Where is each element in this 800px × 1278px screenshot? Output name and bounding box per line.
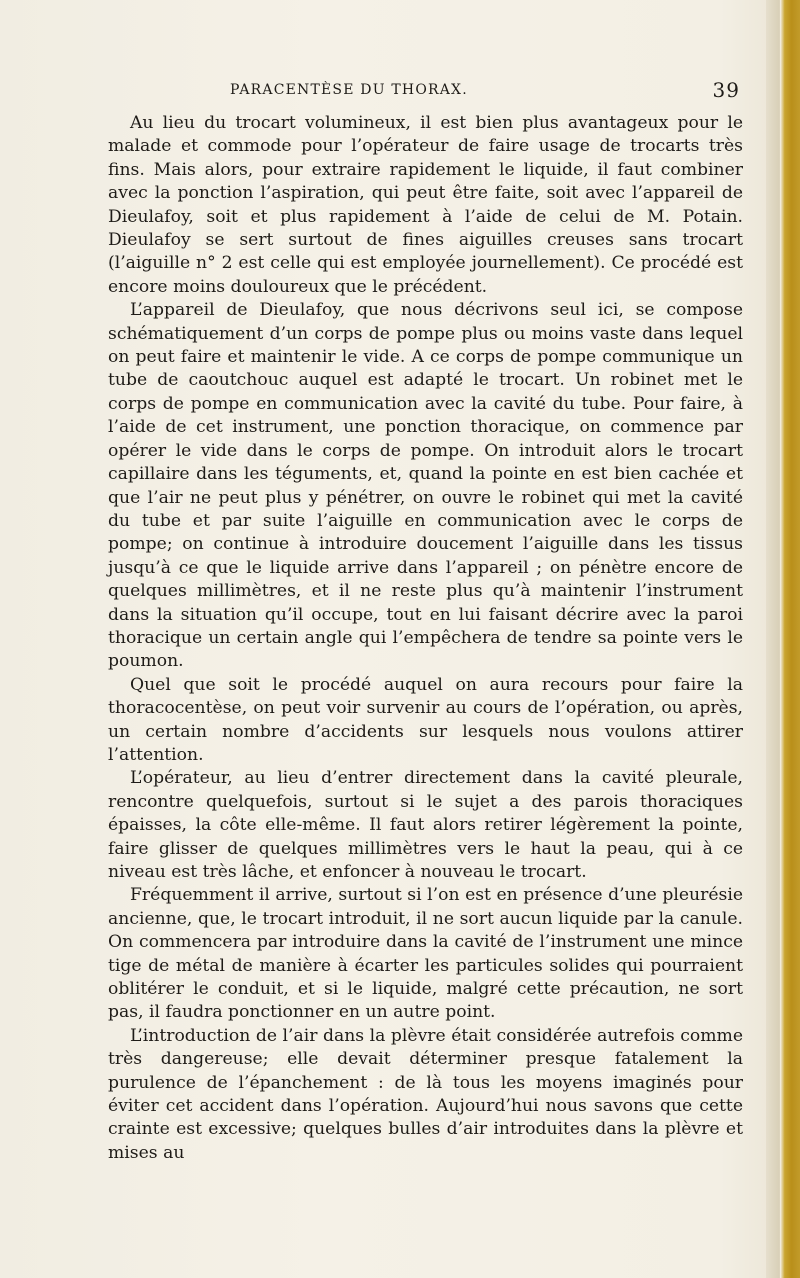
paragraph: Fréquemment il arrive, surtout si l’on est en présence d’une pleurésie ancienne, que, le trocart introduit, il ne sort aucun liquide par la canule. On commencera par introduire dans la cavité de l’instrument une mince tige de métal de manière à écarter les particules solides qui pourraient oblitérer le conduit, et si le liquide, malgré cette précaution, ne sort pas, il faudra ponctionner en un autre point. bbox=[108, 885, 743, 1023]
page-number: 39 bbox=[712, 78, 740, 102]
paragraph: Quel que soit le procédé auquel on aura recours pour faire la thoracocentèse, on peut voir survenir au cours de l’opération, ou après, un certain nombre d’accidents sur lesquels nous voulons attirer l’attention. bbox=[108, 674, 743, 765]
body-text bbox=[108, 112, 743, 1165]
page-edge bbox=[766, 0, 800, 1278]
page-header bbox=[100, 78, 740, 104]
paragraph: L’introduction de l’air dans la plèvre était considérée autrefois comme très dangereuse; elle devait déterminer presque fatalement la purulence de l’épanchement : de là tous les moyens imaginés pour éviter cet accident dans l’opération. Aujourd’hui nous savons que cette crainte est excessive; quelques bulles d’air introduites dans la plèvre et mises au bbox=[108, 1025, 743, 1163]
running-title: PARACENTÈSE DU THORAX. bbox=[230, 82, 468, 98]
paragraph: L’appareil de Dieulafoy, que nous décrivons seul ici, se compose schématiquement d’un corps de pompe plus ou moins vaste dans lequel on peut faire et maintenir le vide. A ce corps de pompe communique un tube de caoutchouc auquel est adapté le trocart. Un robinet met le corps de pompe en communication avec la cavité du tube. Pour faire, à l’aide de cet instrument, une ponction thoracique, on commence par opérer le vide dans le corps de pompe. On introduit alors le trocart capillaire dans les téguments, et, quand la pointe en est bien cachée et que l’air ne peut plus y pénétrer, on ouvre le robinet qui met la cavité du tube et par suite l’aiguille en communication avec le corps de pompe; on continue à introduire doucement l’aiguille dans les tissus jusqu’à ce que le liquide arrive dans l’appareil ; on pénètre encore de quelques millimètres, et il ne reste plus qu’à maintenir l’instrument dans la situation qu’il occupe, tout en lui faisant décrire avec la paroi thoracique un certain angle qui l’empêchera de tendre sa pointe vers le poumon. bbox=[108, 300, 743, 672]
paragraph: Au lieu du trocart volumineux, il est bien plus avantageux pour le malade et commode pour l’opérateur de faire usage de trocarts très fins. Mais alors, pour extraire rapidement le liquide, il faut combiner avec la ponction l’aspiration, qui peut être faite, soit avec l’appareil de Dieulafoy, soit et plus rapidement à l’aide de celui de M. Potain. Dieulafoy se sert surtout de fines aiguilles creuses sans trocart (l’aiguille n° 2 est celle qui est employée journellement). Ce procédé est encore moins douloureux que le précédent. bbox=[108, 113, 743, 297]
paragraph: L’opérateur, au lieu d’entrer directement dans la cavité pleurale, rencontre quelquefois, surtout si le sujet a des parois thoraciques épaisses, la côte elle-même. Il faut alors retirer légèrement la pointe, faire glisser de quelques millimètres vers le haut la peau, qui à ce niveau est très lâche, et enfoncer à nouveau le trocart. bbox=[108, 768, 743, 882]
